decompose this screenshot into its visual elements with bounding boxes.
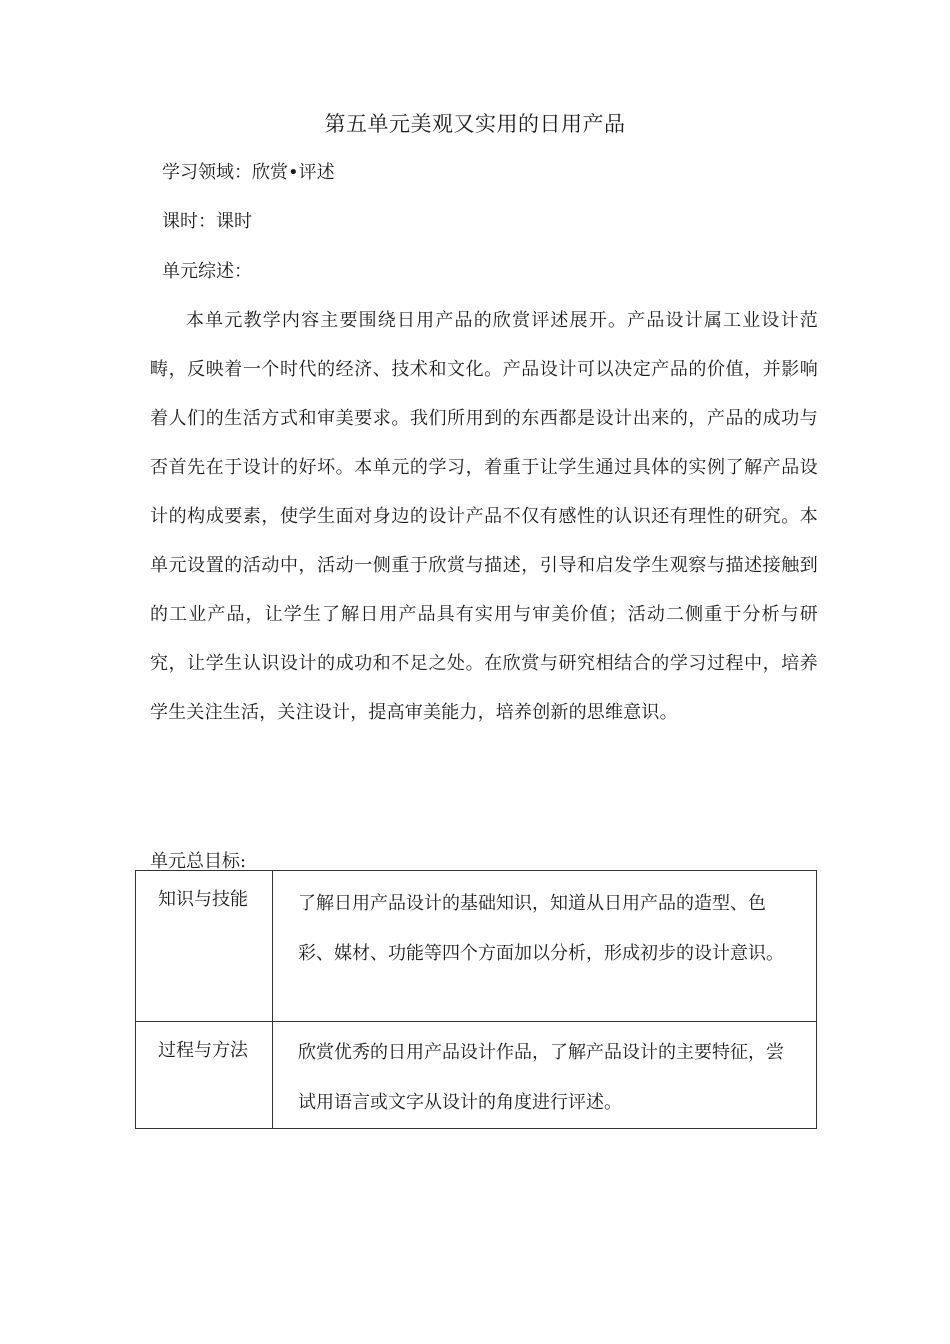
unit-goals-label: 单元总目标: <box>150 851 247 872</box>
unit-summary-label: 单元综述： <box>162 261 252 282</box>
learning-field-line: 学习领域：欣赏•评述 <box>162 162 335 183</box>
goal-heading-cell: 过程与方法 <box>136 1022 273 1129</box>
goal-row-knowledge-skills <box>136 871 817 1022</box>
unit-goals-table <box>135 870 817 1129</box>
class-hours-line: 课时：课时 <box>162 211 252 232</box>
goal-heading-cell: 知识与技能 <box>136 871 273 1022</box>
goal-description-cell: 了解日用产品设计的基础知识，知道从日用产品的造型、色彩、媒材、功能等四个方面加以分析，形成初步的设计意识。 <box>273 871 817 1022</box>
page-title: 第五单元美观又实用的日用产品 <box>324 112 626 136</box>
goal-row-process-method <box>136 1022 817 1129</box>
goal-description-cell: 欣赏优秀的日用产品设计作品，了解产品设计的主要特征，尝试用语言或文字从设计的角度进行评述。 <box>273 1022 817 1129</box>
unit-summary-paragraph: 本单元教学内容主要围绕日用产品的欣赏评述展开。产品设计属工业设计范畴，反映着一个时代的经济、技术和文化。产品设计可以决定产品的价值，并影响着人们的生活方式和审美要求。我们所用到的东西都是设计出来的，产品的成功与否首先在于设计的好坏。本单元的学习，着重于让学生通过具体的实例了解产品设计的构成要素，使学生面对身边的设计产品不仅有感性的认识还有理性的研究。本单元设置的活动中，活动一侧重于欣赏与描述，引导和启发学生观察与描述接触到的工业产品，让学生了解日用产品具有实用与审美价值；活动二侧重于分析与研究，让学生认识设计的成功和不足之处。在欣赏与研究相结合的学习过程中，培养学生关注生活，关注设计，提高审美能力，培养创新的思维意识。 <box>150 310 818 723</box>
